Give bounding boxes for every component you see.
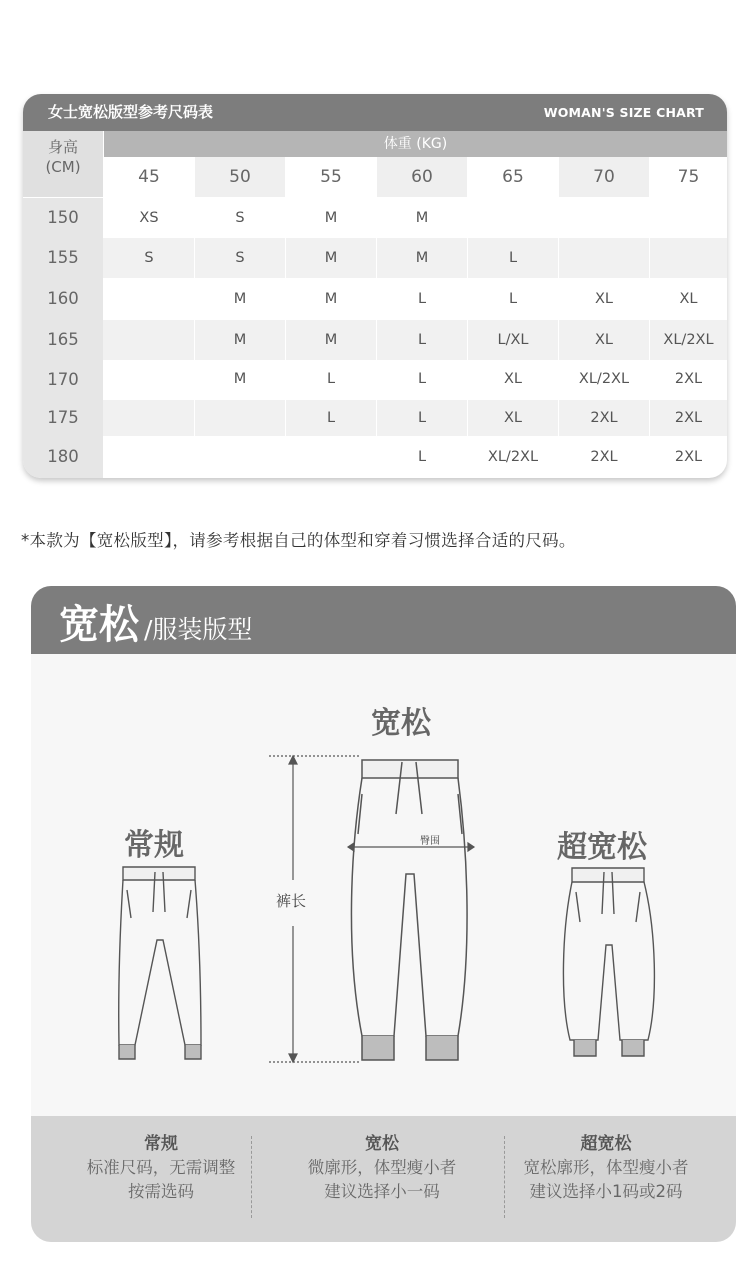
height-cell: 150	[47, 208, 79, 227]
weight-cell: 50	[229, 167, 251, 187]
size-cell: M	[324, 332, 338, 348]
footer-extra-loose-line1: 宽松廓形，体型瘦小者	[523, 1158, 689, 1177]
size-cell: XL	[594, 291, 613, 307]
extra-loose-pants-illustration	[560, 860, 660, 1065]
size-cell: XL	[503, 371, 522, 387]
weight-cell: 65	[502, 167, 524, 187]
size-cell: XL	[679, 291, 698, 307]
size-cell: L	[508, 291, 518, 307]
size-chart-header	[23, 94, 727, 131]
size-cell: M	[415, 210, 429, 226]
hip-arrow-icon	[346, 841, 476, 853]
size-cell	[286, 437, 376, 477]
weight-cell: 70	[593, 167, 615, 187]
size-cell	[559, 198, 649, 238]
height-cell: 180	[47, 447, 79, 466]
size-cell: L	[326, 410, 336, 426]
weight-cell: 55	[320, 167, 342, 187]
footer-extra-loose	[491, 1132, 721, 1204]
fit-footer	[31, 1116, 736, 1242]
size-cell: L	[417, 449, 427, 465]
size-cell: L	[417, 332, 427, 348]
size-cell: S	[235, 250, 245, 266]
size-cell: XL	[594, 332, 613, 348]
footer-regular-title: 常规	[144, 1134, 178, 1154]
size-chart	[23, 94, 727, 478]
size-cell: XL	[503, 410, 522, 426]
height-cell: 160	[47, 289, 79, 308]
size-cell: M	[324, 291, 338, 307]
weight-cell: 75	[677, 167, 700, 187]
size-chart-title: 女士宽松版型参考尺码表	[48, 103, 214, 121]
hip-label: 臀围	[420, 836, 440, 847]
size-cell: L	[417, 410, 427, 426]
height-cell: 175	[47, 408, 79, 427]
size-cell	[104, 279, 194, 319]
height-cell: 165	[47, 330, 79, 349]
size-cell: L	[417, 371, 427, 387]
fit-illustrations	[31, 654, 736, 1116]
size-cell	[104, 320, 194, 360]
size-cell: 2XL	[590, 449, 618, 465]
size-cell: L	[508, 250, 518, 266]
fit-header-title: 宽松	[59, 602, 139, 648]
footer-loose-line1: 微廓形，体型瘦小者	[307, 1158, 457, 1177]
size-cell: 2XL	[674, 371, 703, 387]
size-cell	[104, 360, 194, 399]
weight-cell: 60	[411, 167, 433, 187]
size-cell: XL/2XL	[487, 449, 539, 465]
size-cell: M	[233, 371, 247, 387]
footer-loose	[267, 1132, 497, 1204]
size-cell: XS	[139, 210, 159, 226]
weight-header: 体重 (KG)	[104, 131, 727, 157]
size-cell: M	[324, 210, 338, 226]
size-cell	[559, 238, 649, 278]
size-cell	[195, 437, 285, 477]
size-cell: L	[417, 291, 427, 307]
size-cell	[468, 198, 558, 238]
footer-regular-line2: 按需选码	[128, 1182, 194, 1201]
size-cell: L/XL	[497, 332, 529, 348]
footer-extra-loose-line2: 建议选择小1码或2码	[529, 1182, 683, 1201]
size-cell: S	[144, 250, 154, 266]
fit-note: *本款为【宽松版型】，请参考根据自己的体型和穿着习惯选择合适的尺码。	[21, 531, 576, 550]
size-cell: L	[326, 371, 336, 387]
height-column-header	[23, 131, 103, 197]
size-cell	[195, 400, 285, 436]
height-header-label: 身高	[47, 138, 78, 156]
footer-loose-line2: 建议选择小一码	[324, 1182, 440, 1201]
size-cell	[650, 198, 727, 238]
size-cell: XL/2XL	[578, 371, 630, 387]
size-cell: M	[233, 332, 247, 348]
size-cell: S	[235, 210, 245, 226]
label-regular: 常规	[124, 828, 184, 863]
size-cell	[104, 437, 194, 477]
height-header-unit: (CM)	[45, 158, 81, 176]
label-loose: 宽松	[371, 706, 431, 741]
size-cell	[104, 400, 194, 436]
footer-regular	[46, 1132, 276, 1204]
size-chart-title-en: WOMAN'S SIZE CHART	[543, 105, 704, 120]
footer-extra-loose-title: 超宽松	[580, 1134, 632, 1154]
height-cell: 155	[47, 248, 79, 267]
size-cell: 2XL	[674, 449, 703, 465]
height-cell: 170	[47, 370, 79, 389]
size-cell: M	[233, 291, 247, 307]
fit-section	[31, 586, 736, 1242]
fit-header-subtitle: /服装版型	[144, 615, 253, 644]
size-cell: M	[324, 250, 338, 266]
footer-loose-title: 宽松	[365, 1134, 399, 1154]
label-extra-loose: 超宽松	[557, 830, 647, 865]
fit-section-header	[31, 586, 736, 654]
footer-regular-line1: 标准尺码，无需调整	[86, 1158, 236, 1177]
regular-pants-illustration	[115, 860, 205, 1065]
size-cell: M	[415, 250, 429, 266]
size-cell: 2XL	[674, 410, 703, 426]
size-cell	[650, 238, 727, 278]
weight-cell: 45	[138, 167, 160, 187]
length-label: 裤长	[276, 892, 307, 910]
footer-divider	[251, 1136, 252, 1218]
size-cell: XL/2XL	[663, 332, 714, 348]
size-cell: 2XL	[590, 410, 618, 426]
